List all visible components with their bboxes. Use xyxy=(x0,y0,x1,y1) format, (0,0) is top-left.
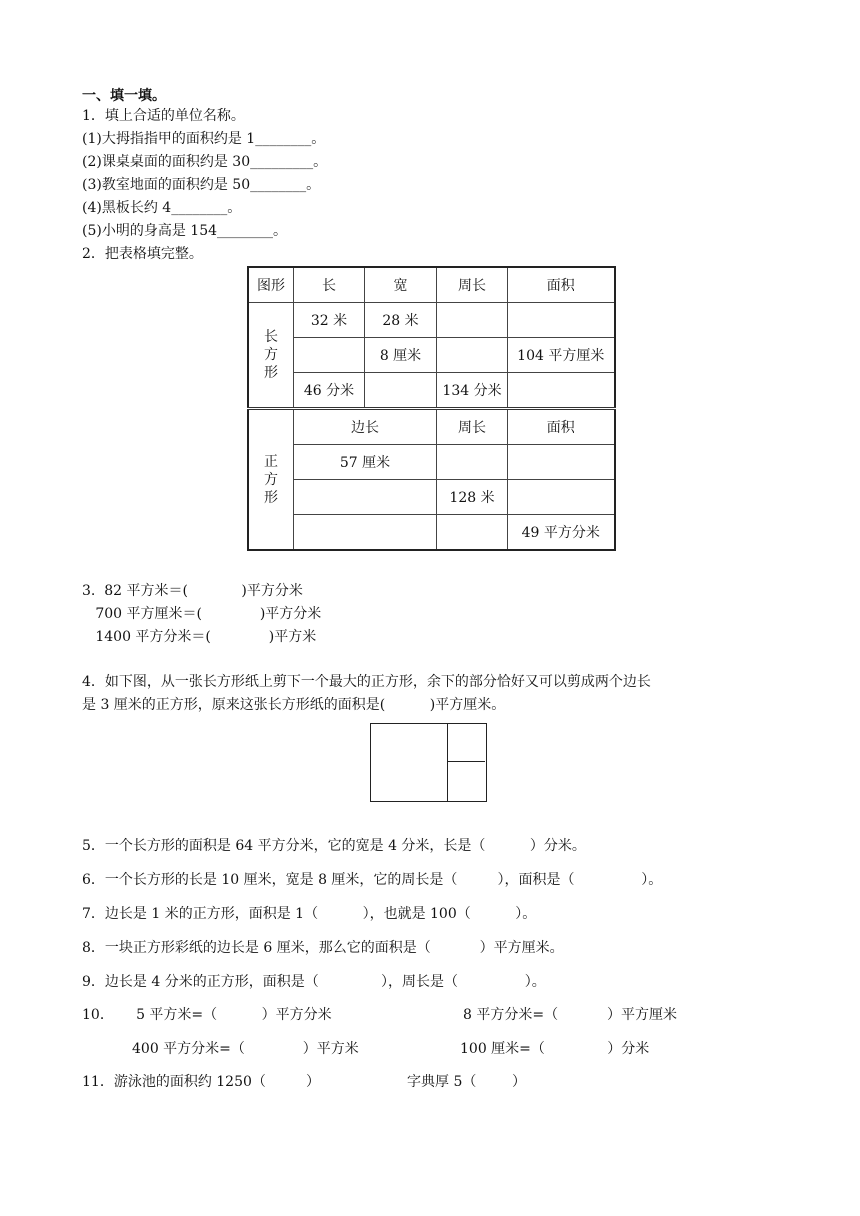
table-header-cell: 长 xyxy=(294,267,365,303)
table-cell xyxy=(508,445,615,480)
question-1-item: (3)教室地面的面积约是 50________。 xyxy=(82,177,321,193)
table-row xyxy=(248,515,615,551)
question-5: 5．一个长方形的面积是 64 平方分米，它的宽是 4 分米，长是（ ）分米。 xyxy=(82,838,586,854)
small-square-top xyxy=(447,724,485,762)
table-header-cell: 宽 xyxy=(365,267,437,303)
shape-table xyxy=(247,266,616,551)
question-10-d: 100 厘米=（ ）分米 xyxy=(460,1041,650,1057)
table-cell xyxy=(508,480,615,515)
table-cell: 104 平方厘米 xyxy=(508,338,615,373)
question-10-c: 400 平方分米=（ ）平方米 xyxy=(132,1041,359,1057)
table-cell xyxy=(508,373,615,409)
small-square-bottom xyxy=(447,762,485,801)
table-row xyxy=(248,303,615,338)
table-row xyxy=(248,445,615,480)
table-cell: 134 分米 xyxy=(437,373,508,409)
table-cell xyxy=(294,338,365,373)
question-10-a: 10． 5 平方米=（ ）平方分米 xyxy=(82,1007,332,1023)
table-header-cell: 边长 xyxy=(294,409,437,445)
rectangle-cut-figure xyxy=(370,723,487,802)
table-cell xyxy=(437,303,508,338)
table-row xyxy=(248,338,615,373)
table-header-cell: 面积 xyxy=(508,409,615,445)
question-7: 7．边长是 1 米的正方形，面积是 1（ ），也就是 100（ ）。 xyxy=(82,906,537,922)
question-11-b: 字典厚 5（ ） xyxy=(407,1074,526,1090)
question-8: 8．一块正方形彩纸的边长是 6 厘米，那么它的面积是（ ）平方厘米。 xyxy=(82,940,564,956)
question-11-a: 11．游泳池的面积约 1250（ ） xyxy=(82,1074,320,1090)
question-1-item: (4)黑板长约 4________。 xyxy=(82,200,242,216)
question-2-title: 2．把表格填完整。 xyxy=(82,246,203,262)
table-cell xyxy=(365,373,437,409)
rectangle-label xyxy=(248,303,294,409)
rectangle-label-text: 长 方 形 xyxy=(264,329,278,381)
table-cell xyxy=(294,515,437,551)
table-cell: 8 厘米 xyxy=(365,338,437,373)
question-1-item: (1)大拇指指甲的面积约是 1________。 xyxy=(82,131,326,147)
question-3-line: 1400 平方分米＝( )平方米 xyxy=(82,629,317,645)
table-header-cell: 图形 xyxy=(248,267,294,303)
table-cell: 49 平方分米 xyxy=(508,515,615,551)
question-4-line: 是 3 厘米的正方形，原来这张长方形纸的面积是( )平方厘米。 xyxy=(82,697,506,713)
question-6: 6．一个长方形的长是 10 厘米，宽是 8 厘米，它的周长是（ ），面积是（ ）。 xyxy=(82,872,663,888)
section-title: 一、填一填。 xyxy=(82,88,166,104)
question-10-b: 8 平方分米=（ ）平方厘米 xyxy=(463,1007,678,1023)
question-1-item: (5)小明的身高是 154________。 xyxy=(82,223,288,239)
question-3-line: 700 平方厘米＝( )平方分米 xyxy=(82,606,322,622)
table-cell xyxy=(437,515,508,551)
question-3-line: 3. 82 平方米＝( )平方分米 xyxy=(82,583,303,599)
table-row xyxy=(248,373,615,409)
table-row xyxy=(248,480,615,515)
table-cell xyxy=(294,480,437,515)
question-1-title: 1．填上合适的单位名称。 xyxy=(82,108,245,124)
table-header-row xyxy=(248,267,615,303)
table-header-cell: 周长 xyxy=(437,409,508,445)
table-cell xyxy=(508,303,615,338)
table-cell: 32 米 xyxy=(294,303,365,338)
square-label-text: 正 方 形 xyxy=(264,453,278,506)
table-cell: 128 米 xyxy=(437,480,508,515)
table-cell xyxy=(437,445,508,480)
table-cell: 28 米 xyxy=(365,303,437,338)
table-header-cell: 面积 xyxy=(508,267,615,303)
table-cell: 46 分米 xyxy=(294,373,365,409)
table-header-cell: 周长 xyxy=(437,267,508,303)
question-4-line: 4．如下图，从一张长方形纸上剪下一个最大的正方形，余下的部分恰好又可以剪成两个边长 xyxy=(82,674,651,690)
table-cell: 57 厘米 xyxy=(294,445,437,480)
table-cell xyxy=(437,338,508,373)
question-9: 9．边长是 4 分米的正方形，面积是（ ），周长是（ ）。 xyxy=(82,974,546,990)
question-1-item: (2)课桌桌面的面积约是 30_________。 xyxy=(82,154,328,170)
table-row xyxy=(248,409,615,445)
square-label xyxy=(248,409,294,551)
